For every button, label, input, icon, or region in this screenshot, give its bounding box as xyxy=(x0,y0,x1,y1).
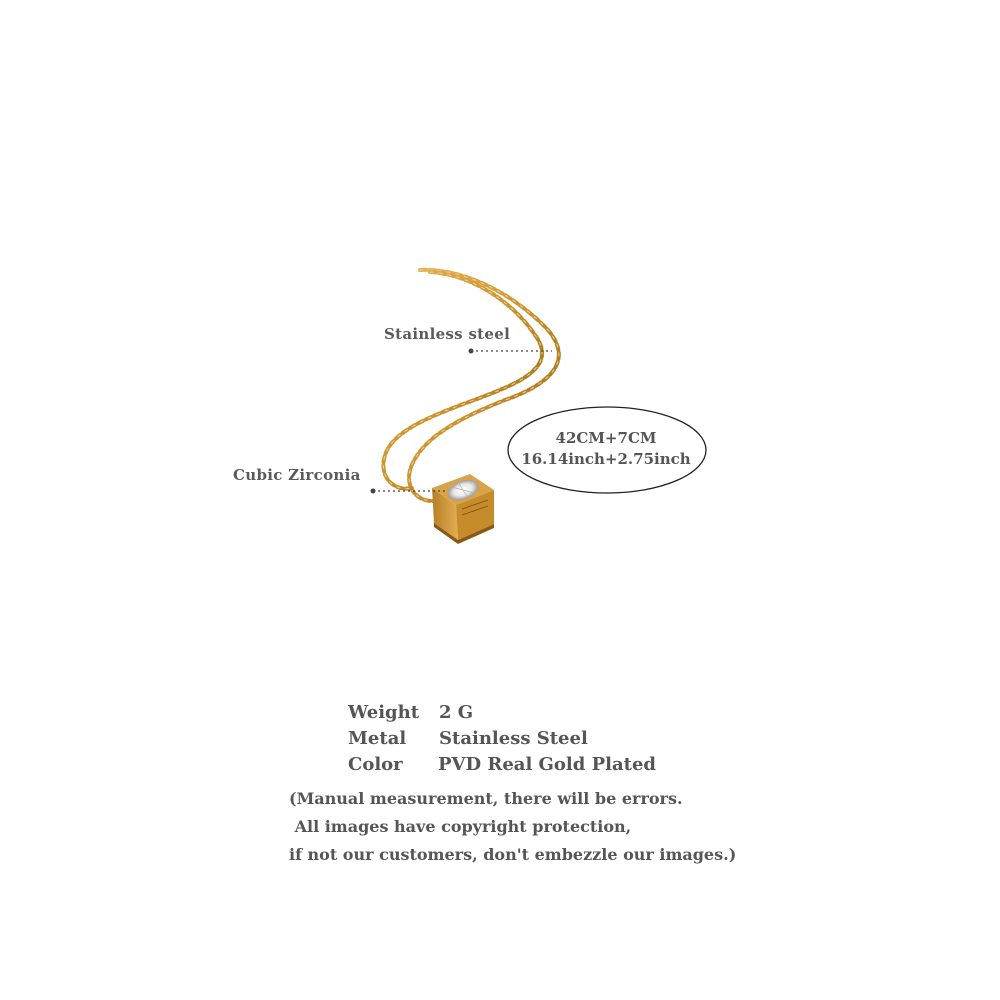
spec-value: 2 G xyxy=(439,702,474,723)
disclaimer-line: All images have copyright protection, xyxy=(289,817,632,836)
disclaimer-line: if not our customers, don't embezzle our images.) xyxy=(289,845,737,864)
stone-material-label: Cubic Zirconia xyxy=(233,466,361,484)
size-imperial: 16.14inch+2.75inch xyxy=(521,450,691,468)
spec-value: Stainless Steel xyxy=(439,728,588,749)
spec-key: Color xyxy=(348,754,403,775)
spec-value: PVD Real Gold Plated xyxy=(438,754,657,775)
disclaimer-line: (Manual measurement, there will be errors. xyxy=(289,789,683,808)
chain-material-label: Stainless steel xyxy=(384,325,511,343)
disclaimer-notes xyxy=(289,785,736,869)
size-text xyxy=(508,428,704,470)
spec-key: Metal xyxy=(348,728,407,749)
cube-pendant xyxy=(432,474,494,544)
spec-key: Weight xyxy=(348,702,420,723)
size-metric: 42CM+7CM xyxy=(555,429,657,447)
